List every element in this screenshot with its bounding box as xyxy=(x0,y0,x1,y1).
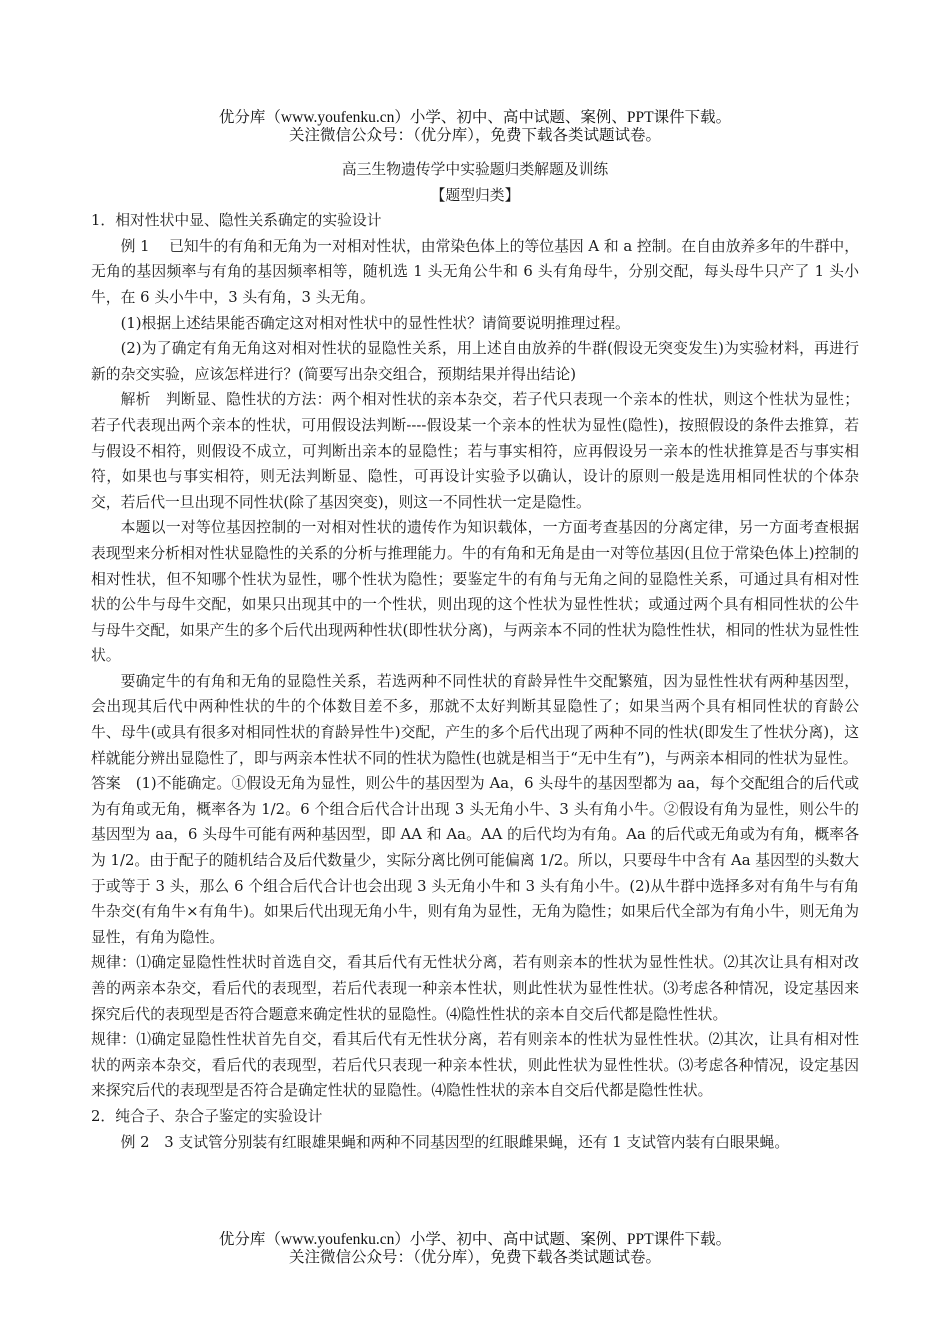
page-footer xyxy=(0,1231,950,1267)
header-line-2: 关注微信公众号：（优分库），免费下载各类试题试卷。 xyxy=(288,127,661,144)
analysis-paragraph-2: 本题以一对等位基因控制的一对相对性状的遗传作为知识载体，一方面考查基因的分离定律，另一方面考查根据表现型来分析相对性状显隐性的关系的分析与推理能力。牛的有角和无角是由一对等位基因(且位于常染色体上)控制的相对性状，但不知哪个性状为显性，哪个性状为隐性；要鉴定牛的有角与无角之间的显隐性关系，可通过具有相对性状的公牛与母牛交配，如果只出现其中的一个性状，则出现的这个性状为显性性状；或通过两个具有相同性状的公牛与母牛交配，如果产生的多个后代出现两种性状(即性状分离)，与两亲本不同的性状为隐性性状，相同的性状为显性性状。 xyxy=(91,519,859,665)
section-2-heading: 2．纯合子、杂合子鉴定的实验设计 xyxy=(91,1107,323,1125)
document-body xyxy=(91,157,859,1155)
footer-line-1: 优分库（www.youfenku.cn）小学、初中、高中试题、案例、PPT课件下载。 xyxy=(218,1231,732,1248)
page-header xyxy=(0,109,950,145)
analysis-paragraph-3: 要确定牛的有角和无角的显隐性关系，若选两种不同性状的育龄异性牛交配繁殖，因为显性性状有两种基因型，会出现其后代中两种性状的牛的个体数目差不多，那就不太好判断其显隐性了；如果当两个具有相同性状的育龄公牛、母牛(或具有很多对相同性状的育龄异性牛)交配，产生的多个后代出现了两种不同的性状(即发生了性状分离)，这样就能分辨出显隐性了，即与两亲本性状不同的性状为隐性(也就是相当于“无中生有”)，与两亲本相同的性状为显性。 xyxy=(91,672,859,767)
header-line-1: 优分库（www.youfenku.cn）小学、初中、高中试题、案例、PPT课件下载。 xyxy=(218,109,732,126)
analysis-paragraph-1: 解析 判断显、隐性状的方法：两个相对性状的亲本杂交，若子代只表现一个亲本的性状，则这个性状为显性；若子代表现出两个亲本的性状，可用假设法判断----假设某一个亲本的性状为显性(隐性)，按照假设的条件去推算，若与假设不相符，则假设不成立，可判断出亲本的显隐性；若与事实相符，应再假设另一亲本的性状推算是否与事实相符，如果也与事实相符，则无法判断显、隐性，可再设计实验予以确认，设计的原则一般是选用相同性状的个体杂交，若后代一旦出现不同性状(除了基因突变)，则这一不同性状一定是隐性。 xyxy=(91,391,859,511)
footer-line-2: 关注微信公众号：（优分库），免费下载各类试题试卷。 xyxy=(288,1249,661,1266)
example-1: 例 1 已知牛的有角和无角为一对相对性状，由常染色体上的等位基因 A 和 a 控制。在自由放养多年的牛群中，无角的基因频率与有角的基因频率相等，随机选 1 头无角公牛和 6 头有角母牛，分别交配，每头母牛只产了 1 头小牛，在 6 头小牛中，3 头有角，3 头无角。 xyxy=(91,237,859,306)
section-1-heading: 1．相对性状中显、隐性关系确定的实验设计 xyxy=(91,212,382,230)
document-title: 高三生物遗传学中实验题归类解题及训练 xyxy=(341,161,609,178)
rule-paragraph-1: 规律：⑴确定显隐性性状时首选自交，看其后代有无性状分离，若有则亲本的性状为显性性状。⑵其次让具有相对改善的两亲本杂交，看后代的表现型，若后代表现一种亲本性状，则此性状为显性性状。⑶考虑各种情况，设定基因来探究后代的表现型是否符合题意来确定性状的显隐性。⑷隐性性状的亲本自交后代都是隐性性状。 xyxy=(91,954,859,1023)
answer-paragraph: 答案 (1)不能确定。①假设无角为显性，则公牛的基因型为 Aa，6 头母牛的基因型都为 aa，每个交配组合的后代或为有角或无角，概率各为 1/2。6 个组合后代合计出现 3 头无角小牛、3 头有角小牛。②假设有角为显性，则公牛的基因型为 aa，6 头母牛可能有两种基因型，即 AA 和 Aa。AA 的后代均为有角。Aa 的后代或无角或为有角，概率各为 1/2。由于配子的随机结合及后代数量少，实际分离比例可能偏离 1/2。所以，只要母牛中含有 Aa 基因型的头数大于或等于 3 头，那么 6 个组合后代合计也会出现 3 头无角小牛和 3 头有角小牛。(2)从牛群中选择多对有角牛与有角牛杂交(有角牛×有角牛)。如果后代出现无角小牛，则有角为显性，无角为隐性；如果后代全部为有角小牛，则无角为显性，有角为隐性。 xyxy=(91,775,860,946)
question-2: (2)为了确定有角无角这对相对性状的显隐性关系，用上述自由放养的牛群(假设无突变发生)为实验材料，再进行新的杂交实验，应该怎样进行？(简要写出杂交组合，预期结果并得出结论) xyxy=(91,340,859,383)
section-label: 【题型归类】 xyxy=(430,186,520,204)
example-2: 例 2 3 支试管分别装有红眼雄果蝇和两种不同基因型的红眼雌果蝇，还有 1 支试管内装有白眼果蝇。 xyxy=(120,1133,790,1151)
question-1: (1)根据上述结果能否确定这对相对性状中的显性性状？请简要说明推理过程。 xyxy=(120,314,630,332)
rule-paragraph-2: 规律：⑴确定显隐性性状首先自交，看其后代有无性状分离，若有则亲本的性状为显性性状。⑵其次，让具有相对性状的两亲本杂交，看后代的表现型，若后代只表现一种亲本性状，则此性状为显性性状。⑶考虑各种情况，设定基因来探究后代的表现型是否符合是确定性状的显隐性。⑷隐性性状的亲本自交后代都是隐性性状。 xyxy=(91,1031,859,1100)
